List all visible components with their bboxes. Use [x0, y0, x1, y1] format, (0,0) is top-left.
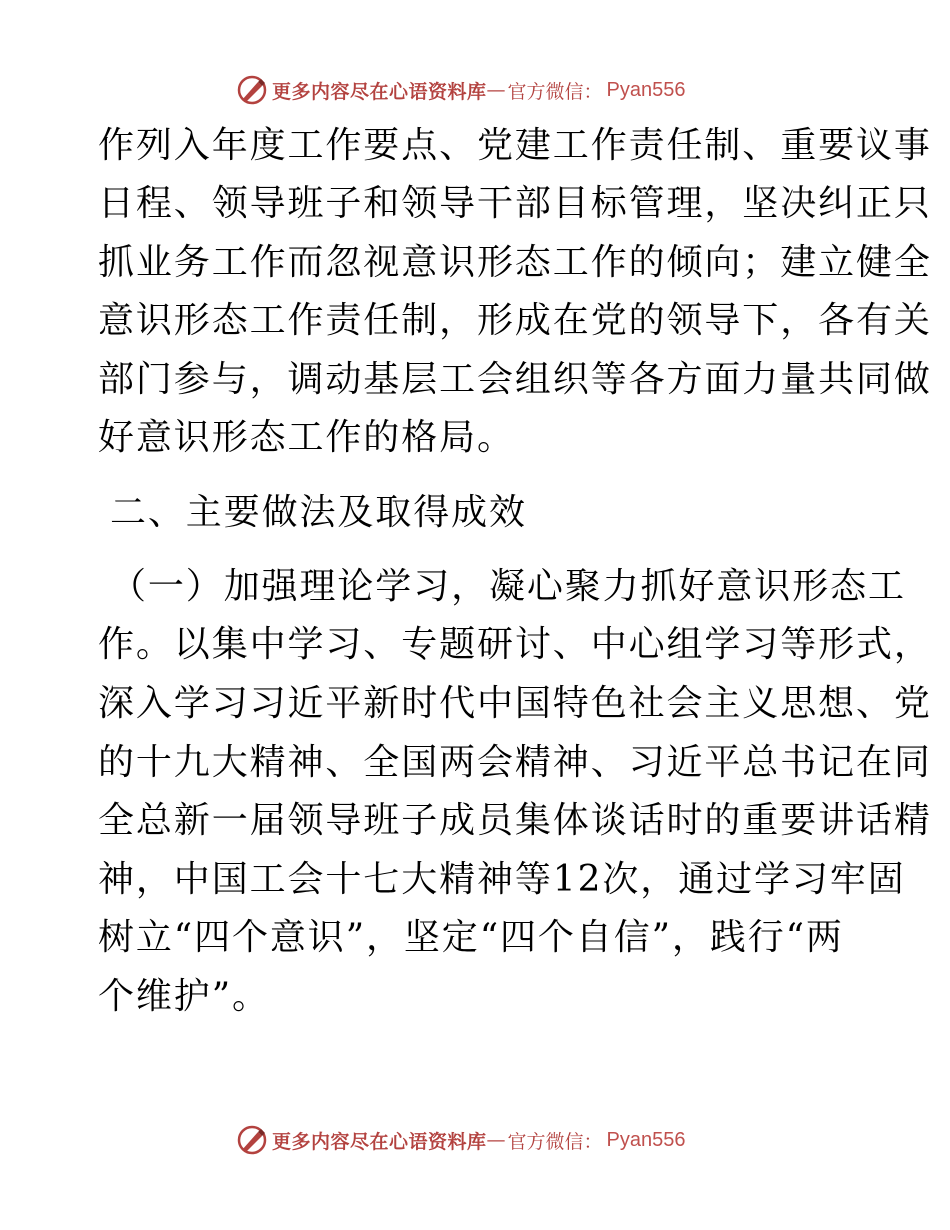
- paragraph2-line: 个维护”。: [98, 976, 270, 1017]
- paragraph2-line: 的十九大精神、全国两会精神、习近平总书记在同: [98, 742, 932, 783]
- watermark-wechat-id: Pyan556: [606, 1128, 686, 1151]
- paragraph1-line: 抓业务工作而忽视意识形态工作的倾向；建立健全: [98, 242, 932, 283]
- paragraph1-line: 作列入年度工作要点、党建工作责任制、重要议事: [98, 125, 932, 166]
- paragraph1-line: 日程、领导班子和领导干部目标管理，坚决纠正只: [98, 183, 932, 224]
- watermark-separator: —: [486, 1129, 506, 1151]
- paragraph2-line: 全总新一届领导班子成员集体谈话时的重要讲话精: [98, 800, 932, 841]
- footer-watermark: [236, 1123, 686, 1157]
- paragraph2-line: 深入学习习近平新时代中国特色社会主义思想、党: [98, 683, 932, 724]
- paragraph1-line: 部门参与，调动基层工会组织等各方面力量共同做: [98, 359, 932, 400]
- paragraph1-line: 好意识形态工作的格局。: [98, 417, 515, 458]
- pen-logo-icon: [236, 1124, 268, 1156]
- section-heading: 二、主要做法及取得成效: [110, 492, 527, 533]
- watermark-separator: —: [486, 79, 506, 101]
- paragraph2-line: （一）加强理论学习，凝心聚力抓好意识形态工: [110, 566, 906, 607]
- watermark-text: 更多内容尽在心语资料库: [272, 1130, 487, 1153]
- watermark-label: 官方微信：: [507, 80, 603, 103]
- header-watermark: [236, 73, 686, 107]
- watermark-wechat-id: Pyan556: [606, 78, 686, 101]
- paragraph2-line: 作。以集中学习、专题研讨、中心组学习等形式，: [98, 624, 932, 665]
- paragraph2-line: 神，中国工会十七大精神等12次，通过学习牢固: [98, 859, 906, 900]
- paragraph1-line: 意识形态工作责任制，形成在党的领导下，各有关: [98, 300, 932, 341]
- watermark-text: 更多内容尽在心语资料库: [272, 80, 487, 103]
- paragraph2-line: 树立“四个意识”，坚定“四个自信”，践行“两: [98, 917, 844, 958]
- watermark-label: 官方微信：: [507, 1130, 603, 1153]
- pen-logo-icon: [236, 74, 268, 106]
